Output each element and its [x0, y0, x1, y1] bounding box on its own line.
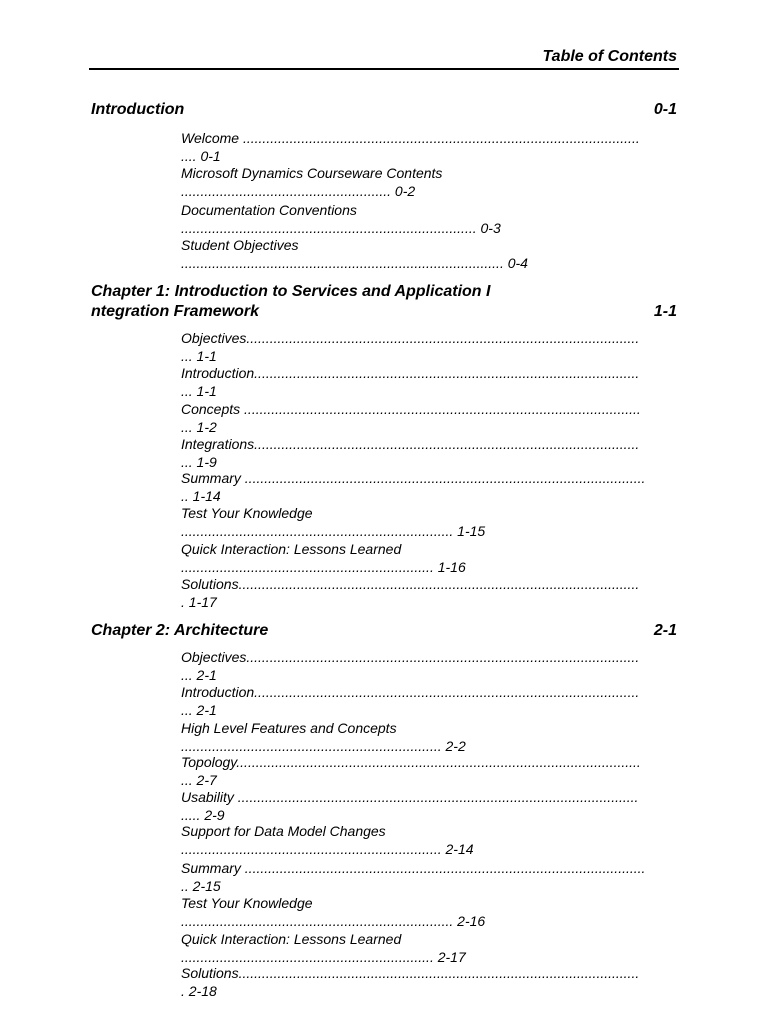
toc-entry[interactable]	[181, 164, 683, 200]
toc-entry[interactable]	[181, 859, 683, 895]
entry-page: ...................................................................... 1-15	[181, 523, 486, 539]
entry-title: Introduction...................................................................................................	[181, 684, 640, 700]
section-page-number: 1-1	[653, 303, 677, 320]
entry-page: ... 1-1	[181, 383, 217, 399]
page-header	[89, 46, 679, 70]
entry-title: Solutions.......................................................................................................	[181, 576, 640, 592]
entry-page: ...................................................................... 2-16	[181, 913, 486, 929]
toc-entry[interactable]	[181, 930, 683, 966]
entry-page: ................................................................... 2-2	[181, 738, 466, 754]
toc-entry[interactable]	[181, 400, 683, 436]
toc-entry[interactable]	[181, 504, 683, 540]
entry-title: Introduction...................................................................................................	[181, 365, 640, 381]
section-heading-chapter-1[interactable]	[91, 282, 677, 322]
toc-entry[interactable]	[181, 753, 683, 789]
toc-entry[interactable]	[181, 540, 683, 576]
entry-title: Welcome ......................................................................................................	[181, 130, 640, 146]
toc-entry[interactable]	[181, 236, 683, 272]
toc-entry[interactable]	[181, 719, 683, 755]
entry-title: Test Your Knowledge	[181, 505, 313, 521]
toc-entry[interactable]	[181, 129, 683, 165]
entry-page: ................................................................................... 0-4	[181, 255, 528, 271]
entry-page: ................................................................... 2-14	[181, 841, 474, 857]
section-title: Introduction	[91, 101, 185, 118]
entry-title: Summary .......................................................................................................	[181, 470, 646, 486]
toc-entry[interactable]	[181, 683, 683, 719]
entry-title: Quick Interaction: Lessons Learned	[181, 931, 402, 947]
section-title: Chapter 1: Introduction to Services and Application I ntegration Framework	[91, 283, 491, 320]
entry-title: Documentation Conventions	[181, 202, 357, 218]
entry-page: ............................................................................ 0-3	[181, 220, 501, 236]
section-heading-chapter-2[interactable]	[91, 621, 677, 641]
toc-entry[interactable]	[181, 364, 683, 400]
entry-title: Objectives.....................................................................................................	[181, 330, 640, 346]
entry-title: Concepts ......................................................................................................	[181, 401, 641, 417]
toc-entry[interactable]	[181, 435, 683, 471]
entry-title: Quick Interaction: Lessons Learned	[181, 541, 402, 557]
entry-page: ... 2-7	[181, 772, 217, 788]
toc-entry[interactable]	[181, 964, 683, 1000]
entry-title: Student Objectives	[181, 237, 299, 253]
entry-page: ... 2-1	[181, 667, 217, 683]
entry-page: ..... 2-9	[181, 807, 225, 823]
entry-page: ... 1-1	[181, 348, 217, 364]
entry-title: Test Your Knowledge	[181, 895, 313, 911]
section-page-number: 2-1	[653, 622, 677, 639]
toc-entry[interactable]	[181, 648, 683, 684]
entry-title: Usability .......................................................................................................	[181, 789, 639, 805]
entry-title: Solutions.......................................................................................................	[181, 965, 640, 981]
entry-page: .. 2-15	[181, 878, 221, 894]
entry-page: ...................................................... 0-2	[181, 183, 416, 199]
entry-page: ................................................................. 2-17	[181, 949, 466, 965]
toc-entry[interactable]	[181, 894, 683, 930]
toc-entry[interactable]	[181, 822, 683, 858]
entry-title: Topology........................................................................................................	[181, 754, 641, 770]
toc-entry[interactable]	[181, 201, 683, 237]
section-title: Chapter 2: Architecture	[91, 622, 269, 639]
entry-title: High Level Features and Concepts	[181, 720, 397, 736]
entry-page: ................................................................. 1-16	[181, 559, 466, 575]
entry-title: Microsoft Dynamics Courseware Contents	[181, 165, 443, 181]
entry-page: .. 1-14	[181, 488, 221, 504]
toc-entry[interactable]	[181, 329, 683, 365]
header-title: Table of Contents	[542, 48, 677, 65]
entry-page: ... 2-1	[181, 702, 217, 718]
entry-title: Summary .......................................................................................................	[181, 860, 646, 876]
section-page-number: 0-1	[653, 101, 677, 118]
entry-title: Objectives.....................................................................................................	[181, 649, 640, 665]
toc-entry[interactable]	[181, 469, 683, 505]
toc-entry[interactable]	[181, 575, 683, 611]
entry-page: . 2-18	[181, 983, 217, 999]
entry-page: .... 0-1	[181, 148, 221, 164]
toc-entry[interactable]	[181, 788, 683, 824]
entry-title: Integrations...................................................................................................	[181, 436, 640, 452]
section-heading-introduction[interactable]	[91, 100, 677, 120]
entry-page: ... 1-9	[181, 454, 217, 470]
entry-page: ... 1-2	[181, 419, 217, 435]
entry-title: Support for Data Model Changes	[181, 823, 386, 839]
entry-page: . 1-17	[181, 594, 217, 610]
